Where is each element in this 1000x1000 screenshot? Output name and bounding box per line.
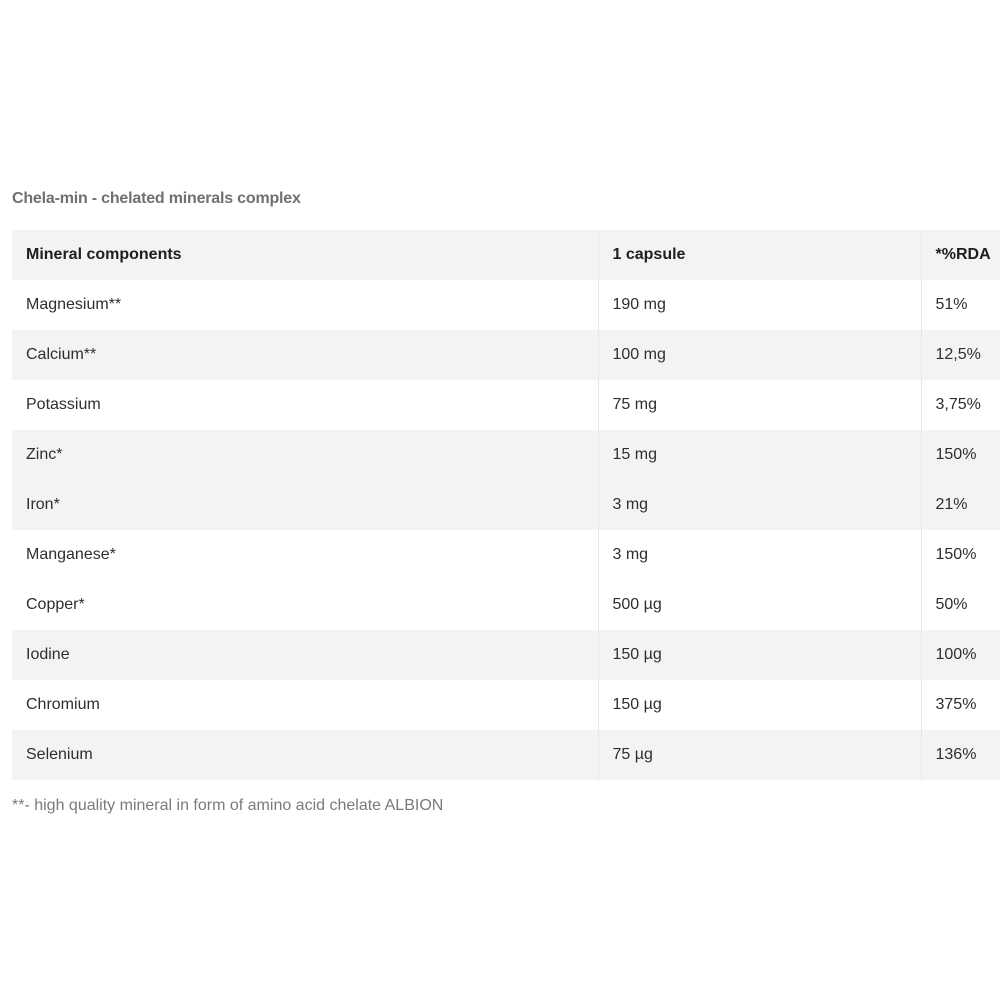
- footnote: **- high quality mineral in form of amino acid chelate ALBION: [12, 797, 444, 814]
- amount-cell: 500 µg: [598, 580, 921, 630]
- mineral-cell: Iron*: [12, 480, 598, 530]
- rda-cell: 375%: [921, 680, 1000, 730]
- column-header-amount: 1 capsule: [598, 230, 921, 280]
- mineral-cell: Magnesium**: [12, 280, 598, 330]
- rda-cell: 100%: [921, 630, 1000, 680]
- table-row: [12, 680, 1000, 730]
- table-row: [12, 380, 1000, 430]
- amount-cell: 15 mg: [598, 430, 921, 480]
- mineral-cell: Manganese*: [12, 530, 598, 580]
- minerals-table: [12, 230, 1000, 780]
- mineral-cell: Calcium**: [12, 330, 598, 380]
- amount-cell: 150 µg: [598, 680, 921, 730]
- rda-cell: 51%: [921, 280, 1000, 330]
- rda-cell: 136%: [921, 730, 1000, 780]
- rda-cell: 12,5%: [921, 330, 1000, 380]
- page-title: Chela-min - chelated minerals complex: [12, 190, 301, 207]
- mineral-cell: Iodine: [12, 630, 598, 680]
- table-row: [12, 630, 1000, 680]
- mineral-cell: Copper*: [12, 580, 598, 630]
- rda-cell: 3,75%: [921, 380, 1000, 430]
- table-row: [12, 730, 1000, 780]
- amount-cell: 100 mg: [598, 330, 921, 380]
- column-header-mineral: Mineral components: [12, 230, 598, 280]
- mineral-cell: Chromium: [12, 680, 598, 730]
- amount-cell: 150 µg: [598, 630, 921, 680]
- mineral-cell: Potassium: [12, 380, 598, 430]
- amount-cell: 75 µg: [598, 730, 921, 780]
- table-header-row: [12, 230, 1000, 280]
- column-header-rda: *%RDA: [921, 230, 1000, 280]
- table-row: [12, 280, 1000, 330]
- rda-cell: 150%: [921, 430, 1000, 480]
- table-row: [12, 430, 1000, 480]
- amount-cell: 3 mg: [598, 480, 921, 530]
- table-row: [12, 330, 1000, 380]
- table-row: [12, 480, 1000, 530]
- mineral-cell: Zinc*: [12, 430, 598, 480]
- rda-cell: 150%: [921, 530, 1000, 580]
- table-row: [12, 580, 1000, 630]
- amount-cell: 75 mg: [598, 380, 921, 430]
- table-row: [12, 530, 1000, 580]
- rda-cell: 21%: [921, 480, 1000, 530]
- amount-cell: 190 mg: [598, 280, 921, 330]
- amount-cell: 3 mg: [598, 530, 921, 580]
- rda-cell: 50%: [921, 580, 1000, 630]
- mineral-cell: Selenium: [12, 730, 598, 780]
